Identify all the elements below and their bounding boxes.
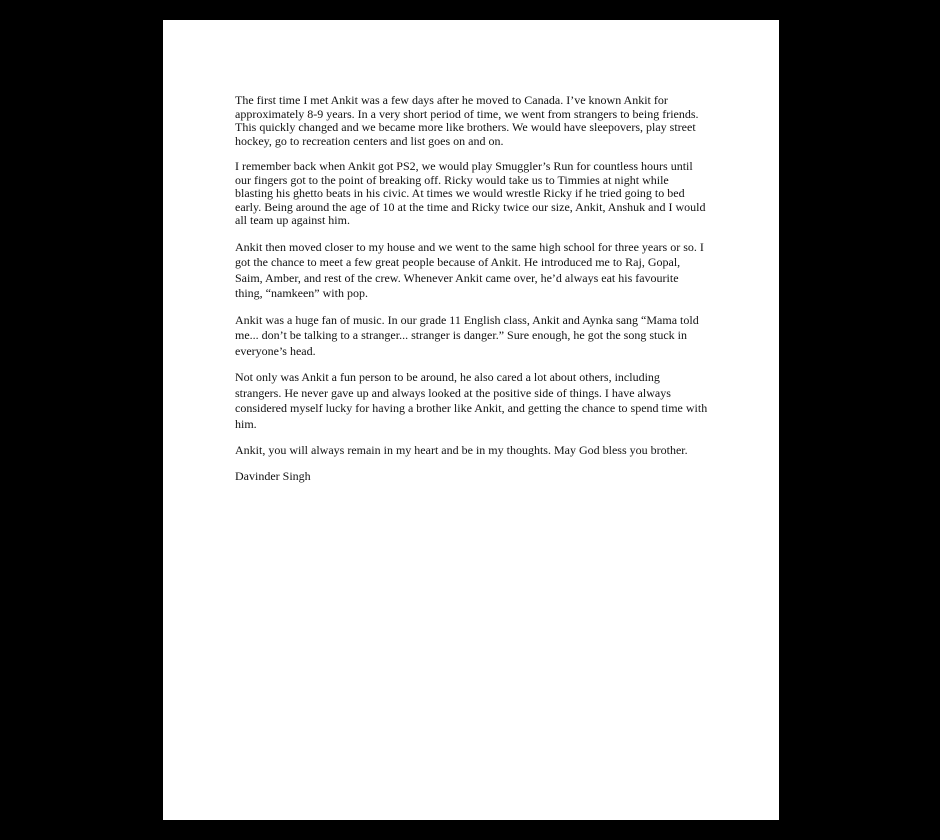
signature: Davinder Singh (235, 468, 311, 483)
paragraph-1: The first time I met Ankit was a few days after he moved to Canada. I’ve known Ankit for approximately 8-9 years. In a very short period of time, we went from strangers to being friends. This quickly changed and we became more like brothers. We would have sleepovers, play street hockey, go to recreation centers and list goes on and on. (235, 93, 699, 148)
letter-body (235, 94, 709, 483)
paragraph-2: I remember back when Ankit got PS2, we would play Smuggler’s Run for countless hours until our fingers got to the point of breaking off. Ricky would take us to Timmies at night while blasting his ghetto beats in his civic. At times we would wrestle Ricky if he tried going to bed early. Being around the age of 10 at the time and Ricky twice our size, Ankit, Anshuk and I would all team up against him. (235, 159, 706, 227)
paragraph-5: Not only was Ankit a fun person to be around, he also cared a lot about others, including strangers. He never gave up and always looked at the positive side of things. I have always considered myself lucky for having a brother like Ankit, and getting the chance to spend time with him. (235, 370, 708, 431)
paragraph-6: Ankit, you will always remain in my heart and be in my thoughts. May God bless you brother. (235, 443, 688, 457)
document-page (163, 20, 779, 820)
paragraph-3: Ankit then moved closer to my house and we went to the same high school for three years or so. I got the chance to meet a few great people because of Ankit. He introduced me to Raj, Gopal, Saim, Amber, and rest of the crew. Whenever Ankit came over, he’d always eat his favourite thing, “namkeen” with pop. (235, 239, 704, 300)
paragraph-4: Ankit was a huge fan of music. In our grade 11 English class, Ankit and Aynka sang “Mama told me... don’t be talking to a stranger... stranger is danger.” Sure enough, he got the song stuck in everyone’s head. (235, 312, 699, 358)
